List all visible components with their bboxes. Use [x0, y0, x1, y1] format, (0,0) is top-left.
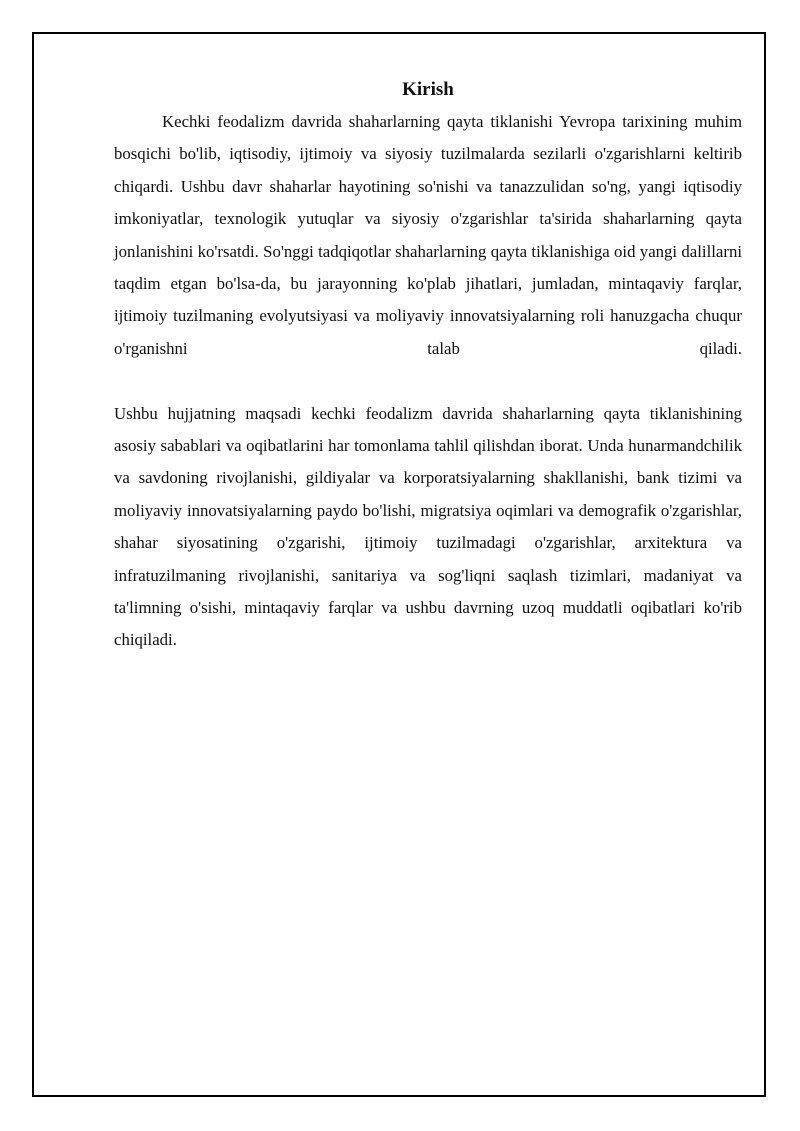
paragraph-intro: Kechki feodalizm davrida shaharlarning qayta tiklanishi Yevropa tarixining muhim bosqichi bo'lib, iqtisodiy, ijtimoiy va siyosiy tuzilmalarda sezilarli o'zgarishlarni keltirib chiqardi. Ushbu davr shaharlar hayotining so'nishi va tanazzulidan so'ng, yangi iqtisodiy imkoniyatlar, texnologik yutuqlar va siyosiy o'zgarishlar ta'sirida shaharlarning qayta jonlanishini ko'rsatdi. So'nggi tadqiqotlar shaharlarning qayta tiklanishiga oid yangi dalillarni taqdim etgan bo'lsa-da, bu jarayonning ko'plab jihatlari, jumladan, mintaqaviy farqlar, ijtimoiy tuzilmaning evolyutsiyasi va moliyaviy innovatsiyalarning roli hanuzgacha chuqur o'rganishni talab qiladi.	[114, 112, 742, 358]
document-title: Kirish	[402, 79, 454, 100]
paragraph-purpose: Ushbu hujjatning maqsadi kechki feodalizm davrida shaharlarning qayta tiklanishining asosiy sabablari va oqibatlarini har tomonlama tahlil qilishdan iborat. Unda hunarmandchilik va savdoning rivojlanishi, gildiyalar va korporatsiyalarning shakllanishi, bank tizimi va moliyaviy innovatsiyalarning paydo bo'lishi, migratsiya oqimlari va demografik o'zgarishlar, shahar siyosatining o'zgarishi, ijtimoiy tuzilmadagi o'zgarishlar, arxitektura va infratuzilmaning rivojlanishi, sanitariya va sog'liqni saqlash tizimlari, madaniyat va ta'limning o'sishi, mintaqaviy farqlar va ushbu davrning uzoq muddatli oqibatlari ko'rib chiqiladi.	[114, 403, 742, 650]
document-body	[114, 74, 742, 657]
